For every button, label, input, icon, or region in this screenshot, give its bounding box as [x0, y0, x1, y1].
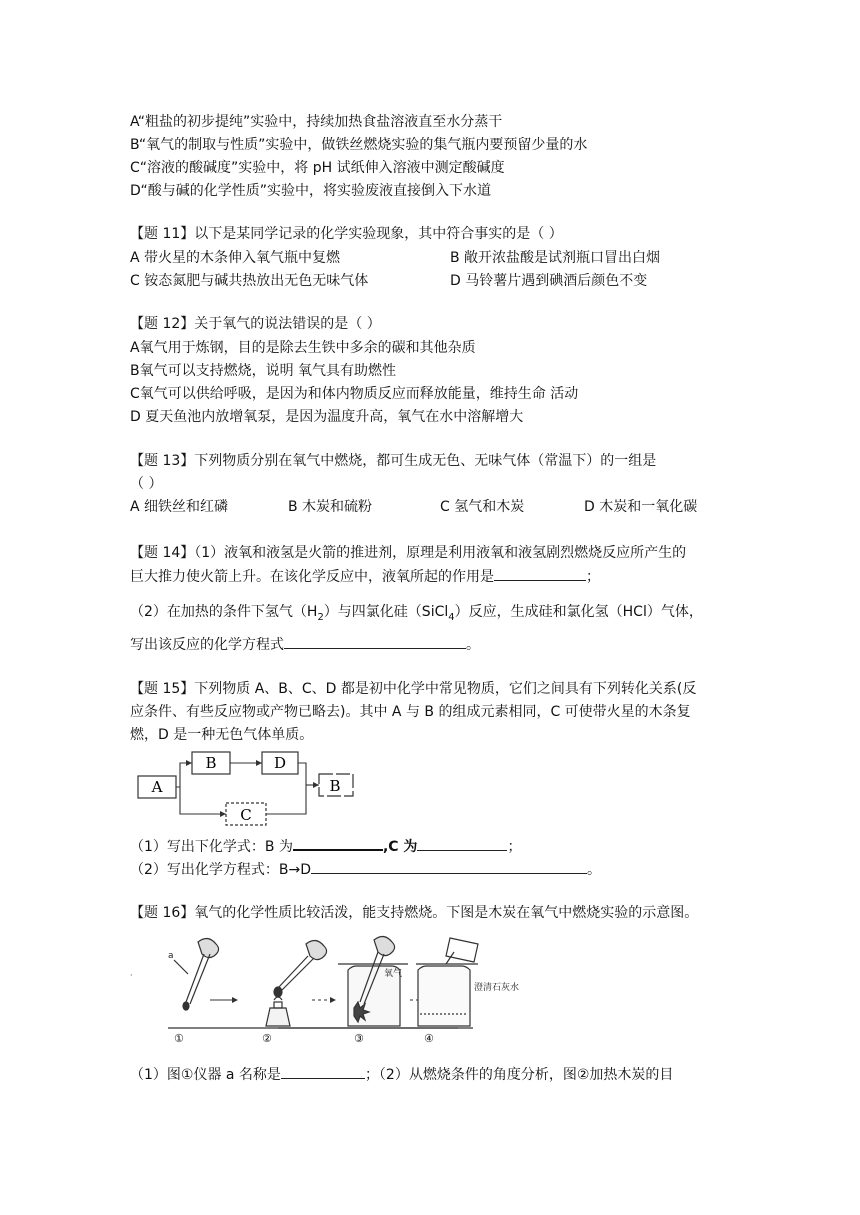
- h2-subscript: 2: [317, 611, 324, 623]
- q13-option-b: B 木炭和硫粉: [288, 499, 373, 515]
- q14-blank-1[interactable]: [494, 566, 586, 581]
- sicl4-subscript: 4: [448, 611, 455, 623]
- q15-sub-1-text-b: ,C 为: [382, 839, 418, 855]
- question-14-line-1: 【题 14】（1）液氧和液氢是火箭的推进剂，原理是利用液氧和液氢剧烈燃烧反应所产生的: [130, 545, 687, 561]
- q14-line-2-end: ；: [586, 569, 600, 585]
- question-14-line-3: [130, 602, 703, 628]
- question-12-stem: 【题 12】关于氧气的说法错误的是（ ）: [130, 316, 381, 332]
- label-step-3: ③: [354, 1032, 364, 1045]
- figure-4-limewater: [416, 938, 478, 1026]
- figure-2-alcohol-lamp: [266, 940, 327, 1026]
- arrow-1-head: [232, 997, 238, 1003]
- q11-option-c: C 铵态氮肥与碱共热放出无色无味气体: [130, 273, 369, 289]
- label-step-4: ④: [424, 1032, 434, 1045]
- q15-sub-1: [130, 835, 521, 857]
- label-step-1: ①: [174, 1032, 184, 1045]
- q11-option-b: B 敞开浓盐酸是试剂瓶口冒出白烟: [450, 250, 661, 266]
- q16-sub-1-text-b: ；（2）从燃烧条件的角度分析，图②加热木炭的目: [364, 1067, 674, 1083]
- question-13-stem: 【题 13】下列物质分别在氧气中燃烧，都可生成无色、无味气体（常温下）的一组是: [130, 453, 657, 469]
- q12-option-c: C氧气可以供给呼吸，是因为和体内物质反应而释放能量，维持生命 活动: [130, 386, 579, 402]
- box-a-label: A: [151, 778, 163, 796]
- q14-line-3-part-a: （2）在加热的条件下氢气（H: [130, 604, 318, 620]
- option-c: C“溶液的酸碱度”实验中，将 pH 试纸伸入溶液中测定酸碱度: [130, 160, 505, 176]
- q15-sub-2-text-b: 。: [587, 862, 602, 878]
- q14-line-3-part-c: ）反应，生成硅和氯化氢（HCl）气体，: [454, 604, 703, 620]
- q11-option-d: D 马铃薯片遇到碘酒后颜色不变: [450, 273, 648, 289]
- q12-option-b: B氧气可以支持燃烧，说明 氧气具有助燃性: [130, 363, 397, 379]
- q13-option-a: A 细铁丝和红磷: [130, 499, 229, 515]
- stray-dot: ·: [130, 971, 133, 980]
- q13-option-d: D 木炭和一氧化碳: [584, 499, 698, 515]
- q14-line-4-end: 。: [466, 637, 480, 653]
- q12-option-d: D 夏天鱼池内放增氧泵，是因为温度升高，氧气在水中溶解增大: [130, 409, 524, 425]
- option-b: B“氧气的制取与性质”实验中，做铁丝燃烧实验的集气瓶内要预留少量的水: [130, 137, 588, 153]
- question-16-stem: 【题 16】氧气的化学性质比较活泼，能支持燃烧。下图是木炭在氧气中燃烧实验的示意图。: [130, 905, 699, 921]
- q16-sub-1: [130, 1064, 673, 1085]
- q14-blank-2[interactable]: [284, 634, 466, 649]
- q15-sub-1-text-a: （1）写出下化学式：B 为: [130, 839, 293, 855]
- q15-blank-equation[interactable]: [311, 859, 587, 874]
- box-d-label: D: [273, 754, 287, 772]
- conversion-diagram: [134, 745, 374, 831]
- question-11-stem: 【题 11】以下是某同学记录的化学实验现象，其中符合事实的是（ ）: [130, 226, 563, 242]
- q15-blank-c[interactable]: [417, 836, 507, 851]
- question-15-line-3: 燃，D 是一种无色气体单质。: [130, 727, 314, 743]
- option-d: D“酸与碱的化学性质”实验中，将实验废液直接倒入下水道: [130, 183, 491, 199]
- q14-line-4-text: 写出该反应的化学方程式: [130, 637, 284, 653]
- q15-sub-1-text-c: ；: [507, 839, 522, 855]
- q12-option-a: A氧气用于炼钢，目的是除去生铁中多余的碳和其他杂质: [130, 340, 476, 356]
- question-15-line-2: 应条件、有些反应物或产物已略去)。其中 A 与 B 的组成元素相同，C 可使带火星的木条复: [130, 704, 691, 720]
- question-14-line-2: [130, 566, 600, 587]
- label-limewater: 澄清石灰水: [474, 983, 520, 993]
- q15-sub-2: [130, 859, 601, 880]
- arrow-2-head: [330, 997, 336, 1003]
- figure-1-tongs: [174, 938, 219, 1010]
- q16-blank-a[interactable]: [281, 1064, 365, 1079]
- label-step-2: ②: [262, 1032, 272, 1045]
- question-15-line-1: 【题 15】下列物质 A、B、C、D 都是初中化学中常见物质，它们之间具有下列转化关系(反: [130, 681, 697, 697]
- experiment-figure: [128, 930, 738, 1050]
- question-14-line-4: [130, 634, 480, 655]
- option-a: A“粗盐的初步提纯”实验中，持续加热食盐溶液直至水分蒸干: [130, 114, 503, 130]
- figure-3-oxygen-jar: [338, 936, 408, 1026]
- q15-blank-b[interactable]: [293, 835, 383, 851]
- label-a: a: [168, 951, 174, 961]
- q16-sub-1-text-a: （1）图①仪器 a 名称是: [130, 1067, 281, 1083]
- box-b-right-label: B: [329, 777, 341, 795]
- box-c-label: C: [240, 806, 252, 824]
- q13-option-c: C 氢气和木炭: [440, 499, 525, 515]
- question-13-paren: （ ）: [130, 476, 163, 492]
- label-oxygen: 氧气: [384, 969, 403, 979]
- q15-sub-2-text-a: （2）写出化学方程式：B→D: [130, 862, 312, 878]
- box-b-label: B: [205, 754, 217, 772]
- q14-line-2-text: 巨大推力使火箭上升。在该化学反应中，液氧所起的作用是: [130, 569, 494, 585]
- q14-line-3-part-b: ）与四氯化硅（SiCl: [323, 604, 449, 620]
- q11-option-a: A 带火星的木条伸入氧气瓶中复燃: [130, 250, 341, 266]
